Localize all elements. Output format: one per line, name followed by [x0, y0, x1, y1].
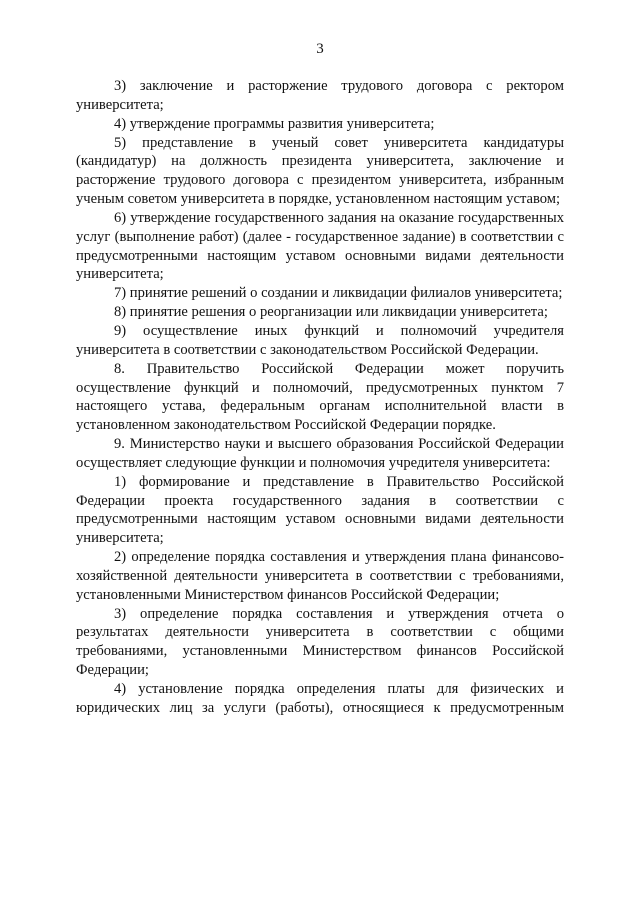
paragraph-ministry-item-2: 2) определение порядка составления и утверждения плана финансово-хозяйственной деятельности университета в соответствии с требованиями, установленными Министерством финансов Российской Федерации;: [76, 549, 564, 603]
paragraph-founder-item-3: 3) заключение и расторжение трудового договора с ректором университета;: [76, 78, 564, 113]
page-number: 3: [316, 41, 324, 57]
paragraph-clause-8: 8. Правительство Российской Федерации может поручить осуществление функций и полномочий, предусмотренных пунктом 7 настоящего устава, федеральным органам исполнительной власти в установленном законодательством Российской Федерации порядке.: [76, 360, 564, 434]
paragraph-founder-item-9: 9) осуществление иных функций и полномочий учредителя университета в соответствии с законодательством Российской Федерации.: [76, 322, 564, 358]
paragraph-founder-item-5: 5) представление в ученый совет университета кандидатуры (кандидатур) на должность президента университета, заключение и расторжение трудового договора с президентом университета, избранным ученым советом университета в порядке, установленном настоящим уставом;: [76, 134, 564, 208]
paragraph-founder-item-4: 4) утверждение программы развития университета;: [114, 115, 435, 132]
document-body: [76, 77, 564, 718]
paragraph-clause-9: 9. Министерство науки и высшего образования Российской Федерации осуществляет следующие функции и полномочия учредителя университета:: [76, 436, 564, 471]
paragraph-founder-item-6: 6) утверждение государственного задания на оказание государственных услуг (выполнение работ) (далее - государственное задание) в соответствии с предусмотренными настоящим уставом основными видами деятельности университета;: [76, 209, 564, 283]
paragraph-ministry-item-3: 3) определение порядка составления и утверждения отчета о результатах деятельности университета в соответствии с общими требованиями, установленными Министерством финансов Российской Федерации;: [76, 605, 564, 679]
paragraph-ministry-item-1: 1) формирование и представление в Правительство Российской Федерации проекта государственного задания в соответствии с предусмотренными настоящим уставом основными видами деятельности университета;: [76, 473, 564, 547]
paragraph-ministry-item-4: 4) установление порядка определения платы для физических и юридических лиц за услуги (работы), относящиеся к предусмотренным: [76, 681, 564, 716]
paragraph-founder-item-7: 7) принятие решений о создании и ликвидации филиалов университета;: [114, 285, 563, 302]
paragraph-founder-item-8: 8) принятие решения о реорганизации или ликвидации университета;: [114, 304, 548, 321]
